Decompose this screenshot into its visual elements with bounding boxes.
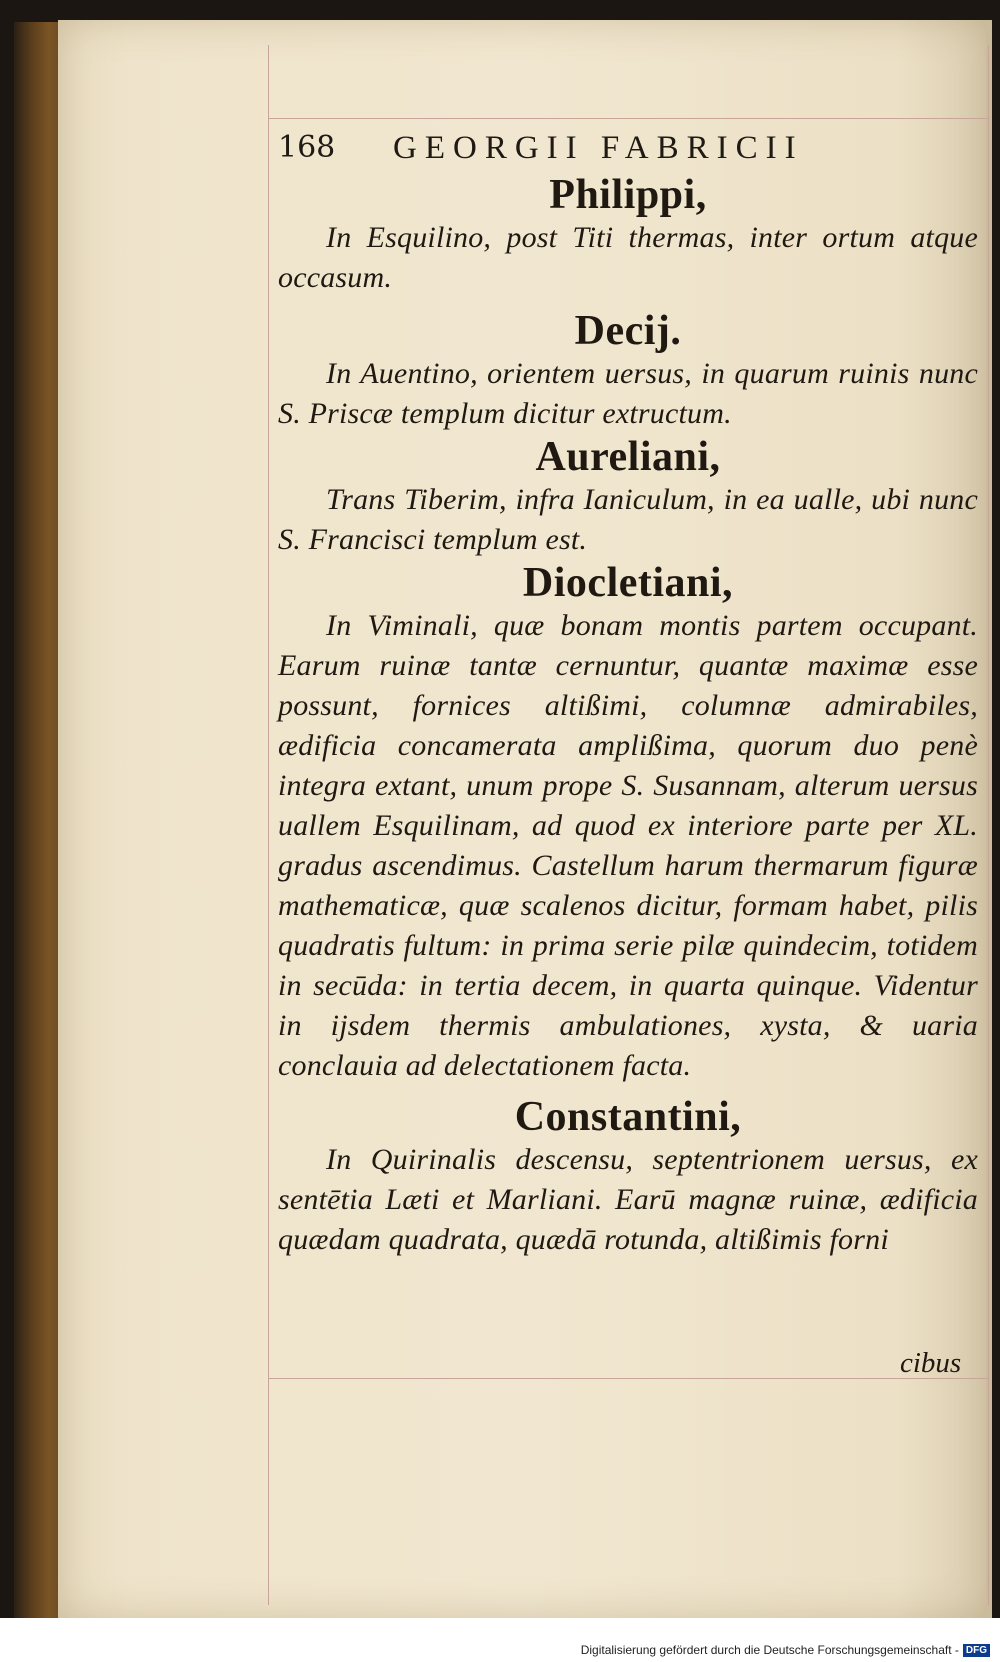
running-head: GEORGII FABRICII — [393, 130, 804, 166]
margin-rule-right — [988, 45, 989, 1605]
section-heading: Diocletiani, — [522, 560, 734, 606]
margin-rule-left — [268, 45, 269, 1605]
section-heading: Philippi, — [549, 172, 707, 218]
margin-rule-bottom — [268, 1378, 988, 1379]
section-heading: Aureliani, — [535, 434, 721, 480]
catchword: cibus — [900, 1347, 962, 1379]
credit-text: Digitalisierung gefördert durch die Deutsche Forschungsgemeinschaft - — [580, 1643, 959, 1657]
digitization-credit — [581, 1643, 990, 1657]
page-number: 168 — [278, 130, 336, 165]
section-text: In Auentino, orientem uersus, in quarum ruinis nunc S. Priscæ templum dicitur extructum. — [278, 357, 978, 430]
page-header — [278, 130, 978, 176]
section-text: In Esquilino, post Titi thermas, inter ortum atque occasum. — [278, 221, 978, 294]
section-text: Trans Tiberim, infra Ianiculum, in ea ualle, ubi nunc S. Francisci templum est. — [278, 483, 978, 556]
section-text: In Quirinalis descensu, septentrionem uersus, ex sentētia Læti et Marliani. Earū magnæ ruinæ, ædificia quædam quadrata, quædā rotunda, altißimis forni — [278, 1143, 978, 1256]
section-heading: Decij. — [574, 308, 682, 354]
margin-rule-top — [268, 118, 988, 119]
page-body — [278, 172, 978, 1260]
section-text: In Viminali, quæ bonam montis partem occupant. Earum ruinæ tantæ cernuntur, quantæ maximæ esse possunt, fornices altißimi, columnæ admirabiles, ædificia concamerata amplißima, quorum duo penè integra extant, unum prope S. Susannam, alterum uersus uallem Esquilinam, ad quod ex interiore parte per XL. gradus ascendimus. Castellum harum thermarum figuræ mathematicæ, quæ scalenos dicitur, formam habet, pilis quadratis fultum: in prima serie pilæ quindecim, totidem in secūda: in tertia decem, in quarta quinque. Videntur in ijsdem thermis ambulationes, xysta, & uaria conclauia ad delectationem facta. — [278, 609, 978, 1082]
dfg-logo-icon: DFG — [963, 1644, 990, 1657]
section-heading: Constantini, — [514, 1094, 742, 1140]
